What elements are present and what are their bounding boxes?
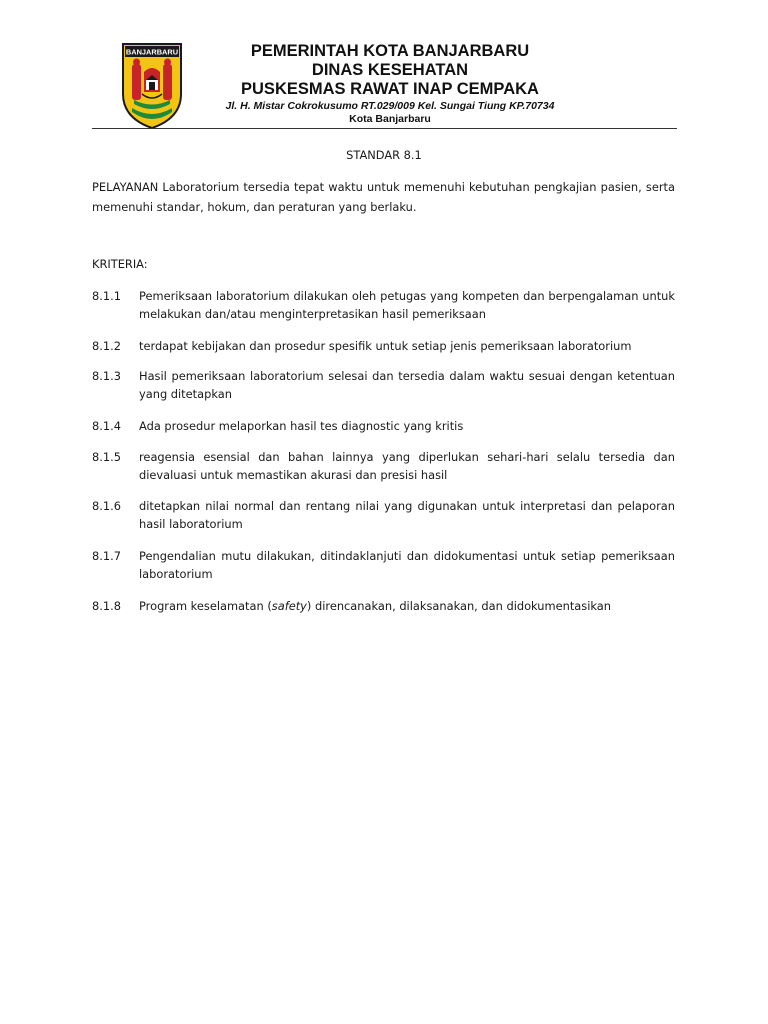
criteria-text-after: ) direncanakan, dilaksanakan, dan didokumentasikan — [306, 599, 611, 613]
svg-text:BANJARBARU: BANJARBARU — [125, 47, 179, 57]
letterhead-address: Jl. H. Mistar Cokrokusumo RT.029/009 Kel. Sungai Tiung KP.70734 — [225, 100, 555, 112]
letterhead — [190, 42, 590, 126]
letterhead-institution: PUSKESMAS RAWAT INAP CEMPAKA — [241, 80, 539, 98]
criteria-text: Pengendalian mutu dilakukan, ditindaklanjuti dan didokumentasi untuk setiap pemeriksaan laboratorium — [139, 549, 675, 581]
criteria-text — [139, 597, 675, 615]
criteria-number: 8.1.3 — [92, 369, 121, 383]
criteria-item — [92, 448, 675, 484]
criteria-item — [92, 547, 675, 583]
criteria-number: 8.1.5 — [92, 450, 121, 464]
criteria-number: 8.1.2 — [92, 339, 121, 353]
criteria-number: 8.1.1 — [92, 289, 121, 303]
criteria-item — [92, 287, 675, 323]
criteria-number: 8.1.7 — [92, 549, 121, 563]
criteria-text-before: Program keselamatan ( — [139, 599, 272, 613]
header-divider — [92, 128, 677, 129]
criteria-text: Pemeriksaan laboratorium dilakukan oleh petugas yang kompeten dan berpengalaman untuk melakukan dan/atau menginterpretasikan hasil pemeriksaan — [139, 289, 675, 321]
criteria-number: 8.1.8 — [92, 599, 121, 613]
criteria-heading: KRITERIA: — [92, 257, 148, 271]
letterhead-city: Kota Banjarbaru — [349, 113, 431, 125]
criteria-text: reagensia esensial dan bahan lainnya yang diperlukan sehari-hari selalu tersedia dan dievaluasi untuk memastikan akurasi dan presisi hasil — [139, 450, 675, 482]
criteria-text: Ada prosedur melaporkan hasil tes diagnostic yang kritis — [139, 419, 464, 433]
criteria-item — [92, 417, 675, 435]
standard-title: STANDAR 8.1 — [346, 148, 422, 162]
criteria-item — [92, 497, 675, 533]
criteria-text: terdapat kebijakan dan prosedur spesifik untuk setiap jenis pemeriksaan laboratorium — [139, 339, 632, 353]
criteria-item — [92, 337, 675, 355]
standard-intro: PELAYANAN Laboratorium tersedia tepat waktu untuk memenuhi kebutuhan pengkajian pasien, serta memenuhi standar, hokum, dan peraturan yang berlaku. — [92, 180, 675, 214]
criteria-text: ditetapkan nilai normal dan rentang nilai yang digunakan untuk interpretasi dan pelaporan hasil laboratorium — [139, 499, 675, 531]
criteria-number: 8.1.6 — [92, 499, 121, 513]
letterhead-department: DINAS KESEHATAN — [311, 61, 469, 79]
criteria-item — [92, 597, 675, 615]
criteria-item — [92, 367, 675, 403]
criteria-text-emphasis: safety — [271, 599, 307, 613]
banjarbaru-emblem-icon — [120, 42, 184, 130]
criteria-text: Hasil pemeriksaan laboratorium selesai dan tersedia dalam waktu sesuai dengan ketentuan yang ditetapkan — [139, 369, 675, 401]
criteria-number: 8.1.4 — [92, 419, 121, 433]
letterhead-government: PEMERINTAH KOTA BANJARBARU — [250, 42, 530, 60]
